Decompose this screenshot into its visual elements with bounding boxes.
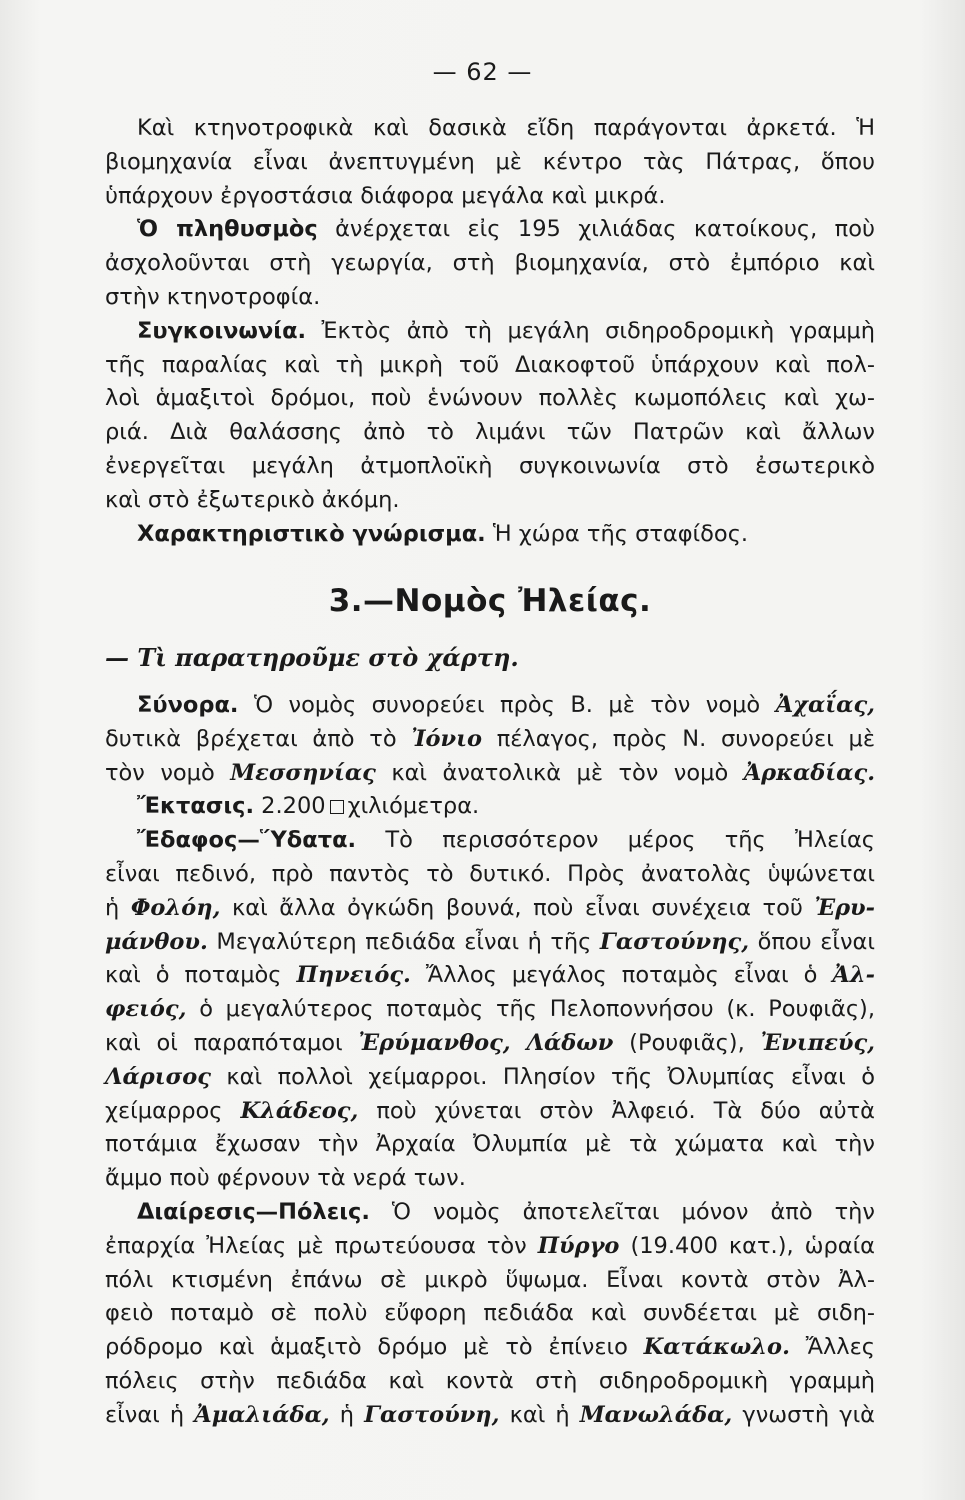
text-run: ἐπαρχία Ἠλείας μὲ πρωτεύουσα τὸν [105,1232,527,1259]
text-line: ριά. Διὰ θαλάσσης ἀπὸ τὸ λιμάνι τῶν Πατρῶν καὶ ἄλλων [105,419,875,446]
term-communication: Συγκοινωνία. [137,317,307,344]
text-run: ἡ [105,894,120,921]
text-run: καὶ ὁ ποταμὸς [105,962,282,989]
text-line [105,824,875,858]
text-line: στὴν κτηνοτροφία. [105,283,321,310]
text-line: Καὶ κτηνοτροφικὰ καὶ δασικὰ εἴδη παράγονται ἀρκετά. Ἡ [137,115,875,141]
text-line [105,1399,875,1433]
text-line: ἄμμο ποὺ φέρνουν τὰ νερά των. [105,1165,466,1192]
text-line [105,892,875,926]
text-run: τὸν νομὸ [105,759,215,786]
section-subheading: — Τὶ παρατηροῦμε στὸ χάρτη. [105,643,519,673]
term-terrain: Ἔδαφος—Ὕδατα. [137,827,357,854]
text-line: ἀσχολοῦνται στὴ γεωργία, στὴ βιομηχανία, στὸ ἐμπόριο καὶ [105,250,875,277]
text-run: γνωστὴ γιὰ [742,1401,876,1428]
text-line: καὶ στὸ ἐξωτερικὸ ἀκόμη. [105,486,400,513]
text-line: φειὸ ποταμὸ σὲ πολὺ εὔφορη πεδιάδα καὶ συνδέεται μὲ σιδη- [105,1300,875,1327]
place-name: Ἀλ- [832,962,875,989]
place-name: μάνθου. [105,928,208,955]
text-line [105,1230,875,1264]
text-line [105,1196,875,1230]
text-line: πόλι κτισμένη ἐπάνω σὲ μικρὸ ὕψωμα. Εἶναι κοντὰ στὸν Ἀλ- [105,1266,875,1293]
text-line [105,959,875,993]
place-name: Φολόη, [130,894,221,921]
text-line [105,723,875,757]
text-run: Ἡ χώρα τῆς σταφίδος. [492,520,749,547]
text-run: δυτικὰ βρέχεται ἀπὸ τὸ [105,725,397,752]
place-name: Κατάκωλο. [643,1334,790,1361]
text-line [105,926,875,960]
text-line [105,518,875,552]
place-name: Μεσσηνίας [230,759,376,786]
area-unit: χιλιόμετρα. [347,793,480,820]
place-name: Ἐρυ- [814,894,875,921]
place-name: Ἀμαλιάδα, [194,1401,330,1428]
place-name: Λάρισος [105,1063,211,1090]
text-run: ὁ μεγαλύτερος ποταμὸς τῆς Πελοποννήσου (κ. Ρουφιᾶς), [199,996,875,1023]
term-feature: Χαρακτηριστικὸ γνώρισμα. [137,520,486,547]
place-name: φειός, [105,996,187,1023]
section-heading: 3.—Νομὸς Ἠλείας. [328,583,652,620]
text-run: Μεγαλύτερη πεδιάδα εἶναι ἡ τῆς [216,928,592,955]
place-name: Ἀρκαδίας. [743,759,876,786]
text-line [105,315,875,349]
text-run: ἀνέρχεται εἰς 195 χιλιάδας κατοίκους, ποὺ [335,216,875,243]
text-run: καὶ πολλοὶ χείμαρροι. Πλησίον τῆς Ὀλυμπίας εἶναι ὁ [226,1063,875,1090]
text-run: (Ρουφιᾶς), [629,1029,745,1056]
text-line [105,757,875,791]
term-area: Ἔκτασις. [137,793,254,820]
text-line [105,213,875,247]
place-name: Ἐνιπεύς, [760,1029,876,1056]
square-symbol-icon [330,800,344,814]
text-run: καὶ οἱ παραπόταμοι [105,1029,343,1056]
place-name: Ἰόνιο [411,725,482,752]
text-line [105,1095,875,1129]
text-line [105,993,875,1027]
text-run: Ἄλλες [805,1334,875,1361]
place-name: Ἀχαΐας, [775,691,875,718]
text-line: ποτάμια ἔχωσαν τὴν Ἀρχαία Ὀλυμπία μὲ τὰ χώματα καὶ τὴν [105,1131,875,1158]
term-borders: Σύνορα. [137,691,239,718]
text-line: ὑπάρχουν ἐργοστάσια διάφορα μεγάλα καὶ μικρά. [105,182,666,209]
term-divisions: Διαίρεσις—Πόλεις. [137,1198,370,1225]
area-value: 2.200 [261,793,326,820]
text-line: πόλεις στὴν πεδιάδα καὶ κοντὰ στὴ σιδηροδρομικὴ γραμμὴ [105,1367,875,1394]
text-run: Ἐκτὸς ἀπὸ τὴ μεγάλη σιδηροδρομικὴ γραμμὴ [321,317,876,344]
text-run: καὶ ἀνατολικὰ μὲ τὸν νομὸ [391,759,729,786]
text-line: τῆς παραλίας καὶ τὴ μικρὴ τοῦ Διακοφτοῦ ὑπάρχουν καὶ πολ- [105,351,875,378]
text-line: εἶναι πεδινό, πρὸ παντὸς τὸ δυτικό. Πρὸς ἀνατολὰς ὑψώνεται [105,860,875,887]
text-run: Ὁ νομὸς συνορεύει πρὸς Β. μὲ τὸν νομὸ [253,691,761,718]
text-line [105,689,875,723]
text-run: (19.400 κατ.), ὡραία [630,1232,876,1259]
place-name: Πύργο [537,1232,620,1259]
text-run: καὶ ἄλλα ὀγκώδη βουνά, ποὺ εἶναι συνέχεια τοῦ [231,894,803,921]
place-name: Γαστούνη, [364,1401,500,1428]
text-run: ὅπου εἶναι [757,928,875,955]
text-run: Τὸ περισσότερον μέρος τῆς Ἠλείας [385,827,875,854]
place-name: Λάδων [526,1029,614,1056]
text-run: Ὁ νομὸς ἀποτελεῖται μόνον ἀπὸ τὴν [391,1198,875,1225]
text-run: καὶ ἡ [509,1401,570,1428]
text-line [105,1331,875,1365]
text-run: Ἄλλος μεγάλος ποταμὸς εἶναι ὁ [425,962,818,989]
text-line [105,1027,875,1061]
place-name: Πηνειός. [296,962,411,989]
place-name: Ἐρύμανθος, [358,1029,511,1056]
text-line: λοὶ ἁμαξιτοὶ δρόμοι, ποὺ ἑνώνουν πολλὲς κωμοπόλεις καὶ χω- [105,385,875,412]
text-line: βιομηχανία εἶναι ἀνεπτυγμένη μὲ κέντρο τὰς Πάτρας, ὅπου [105,148,875,175]
text-line: ἐνεργεῖται μεγάλη ἀτμοπλοϊκὴ συγκοινωνία στὸ ἐσωτερικὸ [105,452,875,479]
term-population: Ὁ πληθυσμὸς [137,216,318,243]
page-number: — 62 — [432,58,533,86]
text-run: χείμαρρος [105,1097,223,1124]
text-run: πέλαγος, πρὸς Ν. συνορεύει μὲ [496,725,875,752]
text-line [105,1061,875,1095]
place-name: Γαστούνης, [599,928,750,955]
text-run: ρόδρομο καὶ ἁμαξιτὸ δρόμο μὲ τὸ ἐπίνειο [105,1334,628,1361]
text-run: εἶναι ἡ [105,1401,185,1428]
text-line [105,790,875,824]
text-run: ἡ [339,1401,354,1428]
page-text [105,112,875,1432]
place-name: Κλάδεος, [240,1097,359,1124]
place-name: Μανωλάδα, [579,1401,733,1428]
text-run: ποὺ χύνεται στὸν Ἀλφειό. Τὰ δύο αὐτὰ [376,1097,875,1124]
